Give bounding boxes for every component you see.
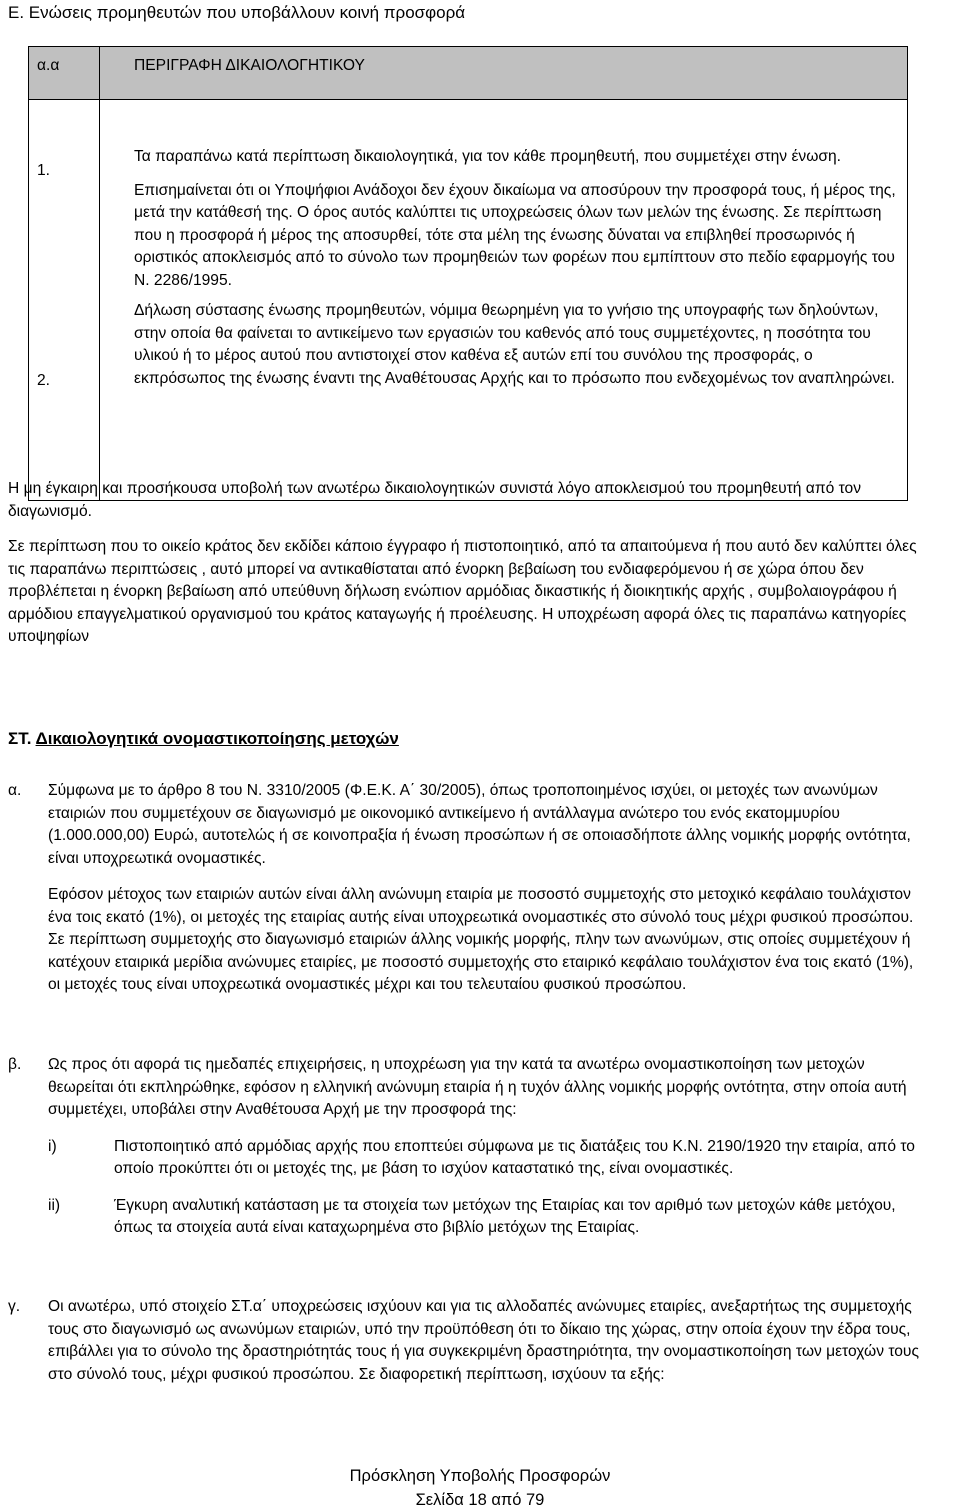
header-desc-cell: ΠΕΡΙΓΡΑΦΗ ΔΙΚΑΙΟΛΟΓΗΤΙΚΟΥ	[100, 47, 908, 100]
sub-item-i-label: i)	[48, 1137, 57, 1155]
sub-item-ii	[48, 1195, 920, 1240]
item-b	[8, 1054, 920, 1240]
paragraph-exclusion: Η μη έγκαιρη και προσήκουσα υποβολή των ανωτέρω δικαιολογητικών συνιστά λόγο αποκλεισμού του προμηθευτή από τον διαγωνισμό.	[8, 480, 861, 520]
item-b-body	[8, 1054, 920, 1122]
footer-page-number: Σελίδα 18 από 79	[415, 1491, 545, 1509]
row-number-1: 1.	[37, 162, 51, 179]
item-b-paragraph: Ως προς ότι αφορά τις ημεδαπές επιχειρήσεις, η υποχρέωση για την κατά τα ανωτέρω ονομαστικοποίηση των μετοχών θεωρείται ότι εκπληρώθηκε, εφόσον η ελληνική ανώνυμη εταιρία ή η τυχόν άλλης νομικής μορφής οντότητα, στην οποία αυτή συμμετέχει, υποβάλει στην Αναθέτουσα Αρχή με την προσφορά της:	[48, 1056, 907, 1118]
paragraph-foreign-states: Σε περίπτωση που το οικείο κράτος δεν εκδίδει κάποιο έγγραφο ή πιστοποιητικό, από τα απαιτούμενα ή που αυτό δεν καλύπτει όλες τις παραπάνω περιπτώσεις , αυτό μπορεί να αντικαθίσταται από ένορκη βεβαίωση του ενδιαφερόμενου ή σε χώρα όπου δεν προβλέπεται η ένορκη βεβαίωση από υπεύθυνη δήλωση ενώπιον αρμόδιας δικαστικής ή διοικητικής αρχής , συμβολαιογράφου ή αρμόδιου επαγγελματικού οργανισμού του κράτος καταγωγής ή προέλευσης. Η υποχρέωση αφορά όλες τις παραπάνω κατηγορίες υποψηφίων	[8, 538, 917, 645]
page-footer	[0, 1464, 960, 1512]
item-a-label: α.	[8, 782, 22, 799]
sub-item-i	[48, 1136, 920, 1181]
sub-item-ii-text: Έγκυρη αναλυτική κατάσταση με τα στοιχεία των μετόχων της Εταιρίας και τον αριθμό των μετοχών κάθε μετόχου, όπως τα στοιχεία αυτά είναι καταχωρημένα στο βιβλίο μετόχων της Εταιρίας.	[114, 1196, 896, 1236]
sub-item-i-text: Πιστοποιητικό από αρμόδιας αρχής που εποπτεύει σύμφωνα με τις διατάξεις του Κ.Ν. 2190/1920 την εταιρία, από το οποίο προκύπτει ότι οι μετοχές της, με βάση το ισχύον καταστατικό της, είναι ονομαστικές.	[114, 1137, 915, 1177]
header-num-cell: α.α	[29, 47, 100, 100]
table-header-row	[29, 47, 908, 100]
item-g	[8, 1296, 920, 1386]
row-num-cell	[29, 100, 100, 501]
row1-paragraph-b: Επισημαίνεται ότι οι Υποψήφιοι Ανάδοχοι δεν έχουν δικαίωμα να αποσύρουν την προσφορά τους, ή μέρος της, μετά την κατάθεσή της. Ο όρος αυτός καλύπτει τις υποχρεώσεις όλων των μελών της ένωσης. Σε περίπτωση που η προσφορά ή μέρος της αποσυρθεί, τότε στα μέλη της ένωσης δύναται να επιβληθεί προσωρινός ή οριστικός αποκλεισμός από το σύνολο των προμηθειών των φορέων που εμπίπτουν στο πεδίο εφαρμογής του Ν. 2286/1995.	[134, 181, 896, 289]
section-st-title: Δικαιολογητικά ονομαστικοποίησης μετοχών	[35, 729, 399, 748]
item-g-label: γ.	[8, 1298, 21, 1315]
section-e-title: Ε. Ενώσεις προμηθευτών που υποβάλλουν κοινή προσφορά	[8, 3, 466, 22]
item-a	[8, 780, 920, 997]
section-st-prefix: ΣΤ.	[8, 729, 32, 748]
row2-paragraph: Δήλωση σύστασης ένωσης προμηθευτών, νόμιμα θεωρημένη για το γνήσιο της υπογραφής των δηλούντων, στην οποία θα φαίνεται το αντικείμενο των εργασιών του καθενός από τους συμμετέχοντες, η ποσότητα του υλικού ή το μέρος αυτού που αντιστοιχεί στον καθένα εξ αυτών επί του συνόλου της προσφοράς, ο εκπρόσωπος της ένωσης έναντι της Αναθέτουσας Αρχής και το πρόσωπο που ενδεχομένως τον αναπληρώνει.	[134, 302, 895, 387]
item-b-label: β.	[8, 1056, 22, 1073]
row1-paragraph-a: Τα παραπάνω κατά περίπτωση δικαιολογητικά, για τον κάθε προμηθευτή, που συμμετέχει στην ένωση.	[134, 148, 841, 165]
table-body-row	[29, 100, 908, 501]
item-g-body	[8, 1296, 920, 1386]
row-desc-cell	[100, 100, 908, 501]
section-st-heading	[8, 728, 399, 751]
item-a-paragraph-1: Σύμφωνα με το άρθρο 8 του Ν. 3310/2005 (Φ.Ε.Κ. Α΄ 30/2005), όπως τροποποιημένος ισχύει, οι μετοχές των ανωνύμων εταιριών που συμμετέχουν σε διαγωνισμό με οικονομικό αντικείμενο ή αντάλλαγμα ανώτερο του ενός εκατομμυρίου (1.000.000,00) Ευρώ, αυτοτελώς ή σε κοινοπραξία ή ένωση προσώπων ή σε οποιασδήποτε άλλης νομικής μορφής οντότητα, είναι υποχρεωτικά ονομαστικές.	[48, 782, 911, 867]
item-a-paragraph-2: Εφόσον μέτοχος των εταιριών αυτών είναι άλλη ανώνυμη εταιρία με ποσοστό συμμετοχής στο μετοχικό κεφάλαιο τουλάχιστον ένα τοις εκατό (1%), οι μετοχές της εταιρίας αυτής είναι υποχρεωτικά ονομαστικές στο σύνολό τους μέχρι φυσικού προσώπου. Σε περίπτωση συμμετοχής στο διαγωνισμό εταιριών άλλης νομικής μορφής, πλην των ανωνύμων, στις οποίες συμμετέχουν ή κατέχουν εταιρικά μερίδια ανώνυμες εταιρίες, με ποσοστό συμμετοχής στο εταιρικό κεφάλαιο τουλάχιστον ένα τοις εκατό (1%), οι μετοχές τους είναι υποχρεωτικά ονομαστικές μέχρι και του τελευταίου φυσικού προσώπου.	[48, 886, 914, 993]
sub-item-ii-label: ii)	[48, 1196, 61, 1214]
item-a-body	[8, 780, 920, 997]
requirements-table	[28, 46, 908, 501]
item-g-paragraph: Οι ανωτέρω, υπό στοιχείο ΣΤ.α΄ υποχρεώσεις ισχύουν και για τις αλλοδαπές ανώνυμες εταιρίες, ανεξαρτήτως της συμμετοχής τους στο διαγωνισμό ως ανωνύμων εταιριών, υπό την προϋπόθεση ότι το δίκαιο της χώρας, στην οποία έχουν την έδρα τους, επιβάλλει για το σύνολο της δραστηριότητάς τους ή για συγκεκριμένη δραστηριότητα, την ονομαστικοποίηση των μετοχών τους στο σύνολό τους, μέχρι φυσικού προσώπου. Σε διαφορετική περίπτωση, ισχύουν τα εξής:	[48, 1298, 919, 1383]
row-number-2: 2.	[37, 372, 51, 389]
footer-title: Πρόσκληση Υποβολής Προσφορών	[349, 1467, 611, 1485]
